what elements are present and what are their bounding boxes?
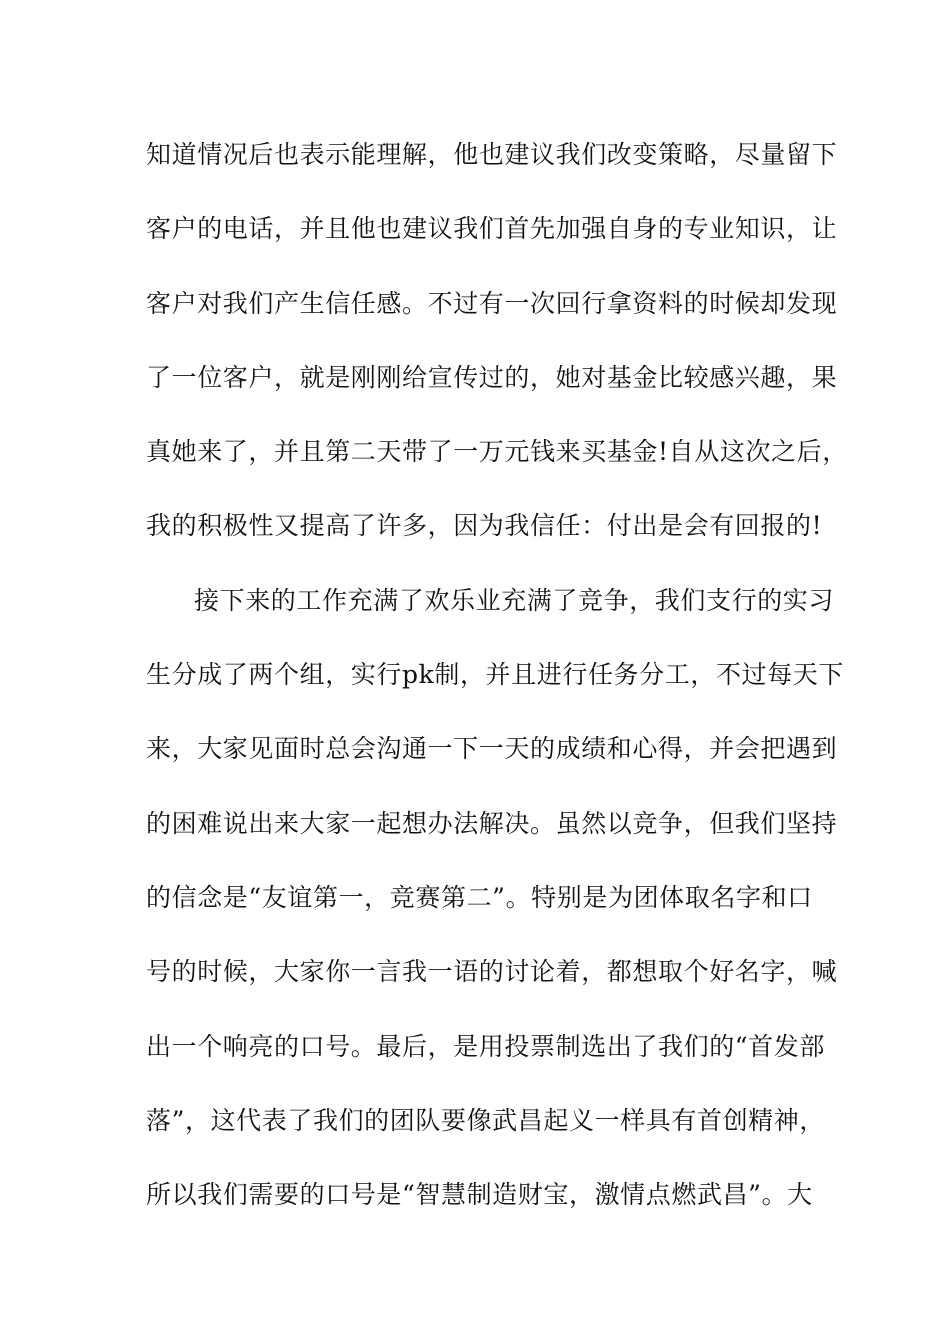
text-line: 出一个响亮的口号。最后，是用投票制选出了我们的“首发部 (146, 1031, 825, 1061)
text-line: 客户对我们产生信任感。不过有一次回行拿资料的时候却发现 (146, 288, 838, 318)
text-line: 了一位客户，就是刚刚给宣传过的，她对基金比较感兴趣，果 (146, 362, 838, 392)
paragraph-first-line: 接下来的工作充满了欢乐业充满了竞争，我们支行的实习 (194, 585, 835, 615)
text-line: 的信念是“友谊第一，竞赛第二”。特别是为团体取名字和口 (146, 882, 813, 912)
body-text (146, 128, 848, 1242)
text-line: 来，大家见面时总会沟通一下一天的成绩和心得，并会把遇到 (146, 734, 838, 764)
text-line: 知道情况后也表示能理解，他也建议我们改变策略，尽量留下 (146, 140, 838, 169)
text-line: 生分成了两个组，实行pk制，并且进行任务分工，不过每天下 (146, 660, 844, 690)
text-line: 的困难说出来大家一起想办法解决。虽然以竞争，但我们坚持 (146, 808, 838, 838)
text-line: 号的时候，大家你一言我一语的讨论着，都想取个好名字，喊 (146, 957, 838, 987)
text-line: 客户的电话，并且他也建议我们首先加强自身的专业知识，让 (146, 214, 838, 244)
text-line: 所以我们需要的口号是“智慧制造财宝，激情点燃武昌”。大 (146, 1180, 813, 1210)
text-line: 真她来了，并且第二天带了一万元钱来买基金!自从这次之后， (146, 437, 848, 467)
text-line: 落”，这代表了我们的团队要像武昌起义一样具有首创精神， (146, 1105, 825, 1135)
text-line: 我的积极性又提高了许多，因为我信任：付出是会有回报的! (146, 511, 823, 541)
